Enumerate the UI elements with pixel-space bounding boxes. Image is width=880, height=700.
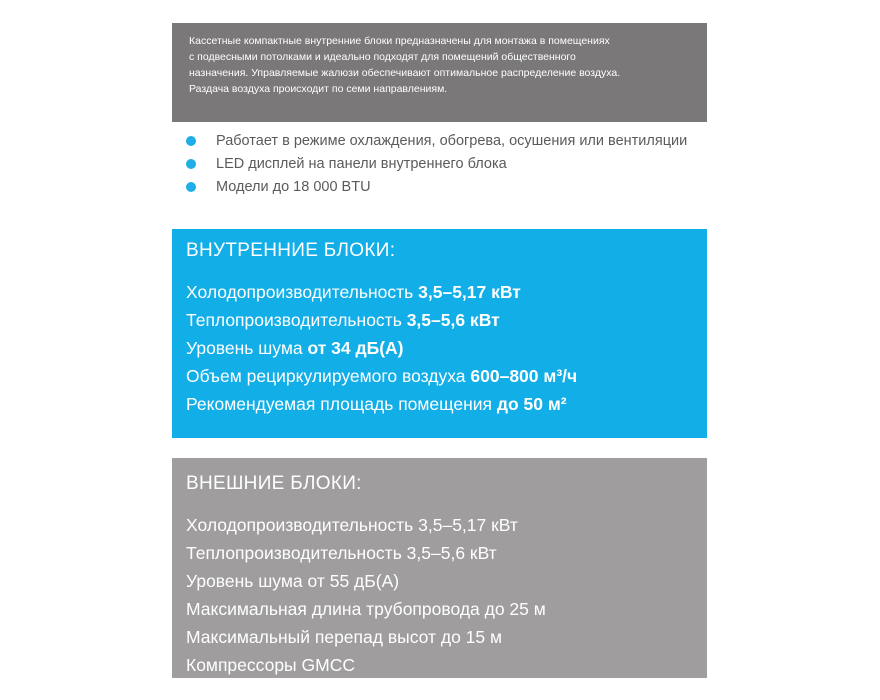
intro-box <box>172 23 707 122</box>
spec-label: Рекомендуемая площадь помещения <box>186 394 497 414</box>
feature-item <box>186 133 706 149</box>
spec-value: 3,5–5,6 кВт <box>406 310 500 330</box>
outdoor-units-panel <box>172 458 707 678</box>
spec-value: 3,5–5,17 кВт <box>418 282 521 302</box>
spec-value: 600–800 м³/ч <box>470 366 578 386</box>
outdoor-spec-list <box>186 511 707 679</box>
feature-text: LED дисплей на панели внутреннего блока <box>216 156 507 172</box>
indoor-spec-item <box>186 334 707 362</box>
intro-line: Кассетные компактные внутренние блоки предназначены для монтажа в помещениях <box>189 35 610 47</box>
feature-item <box>186 179 706 195</box>
intro-line: с подвесными потолками и идеально подходят для помещений общественного <box>189 51 576 63</box>
outdoor-spec-item: Компрессоры GMCC <box>186 655 355 675</box>
indoor-spec-item <box>186 278 707 306</box>
indoor-spec-item <box>186 306 707 334</box>
outdoor-spec-item: Холодопроизводительность 3,5–5,17 кВт <box>186 515 518 535</box>
indoor-units-panel <box>172 229 707 438</box>
spec-value: до 50 м² <box>496 394 567 414</box>
spec-label: Теплопроизводительность <box>186 310 407 330</box>
feature-item <box>186 156 706 172</box>
indoor-units-title: ВНУТРЕННИЕ БЛОКИ: <box>186 240 396 261</box>
bullet-dot-icon <box>186 136 196 146</box>
outdoor-spec-item: Максимальный перепад высот до 15 м <box>186 627 503 647</box>
spec-value: от 34 дБ(А) <box>307 338 404 358</box>
outdoor-units-title: ВНЕШНИЕ БЛОКИ: <box>186 473 362 494</box>
outdoor-spec-item: Теплопроизводительность 3,5–5,6 кВт <box>186 543 497 563</box>
bullet-dot-icon <box>186 182 196 192</box>
spec-label: Уровень шума <box>186 338 308 358</box>
outdoor-spec-item: Максимальная длина трубопровода до 25 м <box>186 599 546 619</box>
feature-list <box>186 133 706 202</box>
spec-label: Объем рециркулируемого воздуха <box>186 366 471 386</box>
feature-text: Модели до 18 000 BTU <box>216 179 371 195</box>
indoor-spec-item <box>186 362 707 390</box>
intro-line: Раздача воздуха происходит по семи направлениям. <box>189 83 448 95</box>
intro-line: назначения. Управляемые жалюзи обеспечивают оптимальное распределение воздуха. <box>189 67 621 79</box>
indoor-spec-item <box>186 390 707 418</box>
spec-label: Холодопроизводительность <box>186 282 419 302</box>
indoor-spec-list <box>186 278 707 418</box>
outdoor-spec-item: Уровень шума от 55 дБ(А) <box>186 571 400 591</box>
bullet-dot-icon <box>186 159 196 169</box>
feature-text: Работает в режиме охлаждения, обогрева, осушения или вентиляции <box>216 133 688 149</box>
